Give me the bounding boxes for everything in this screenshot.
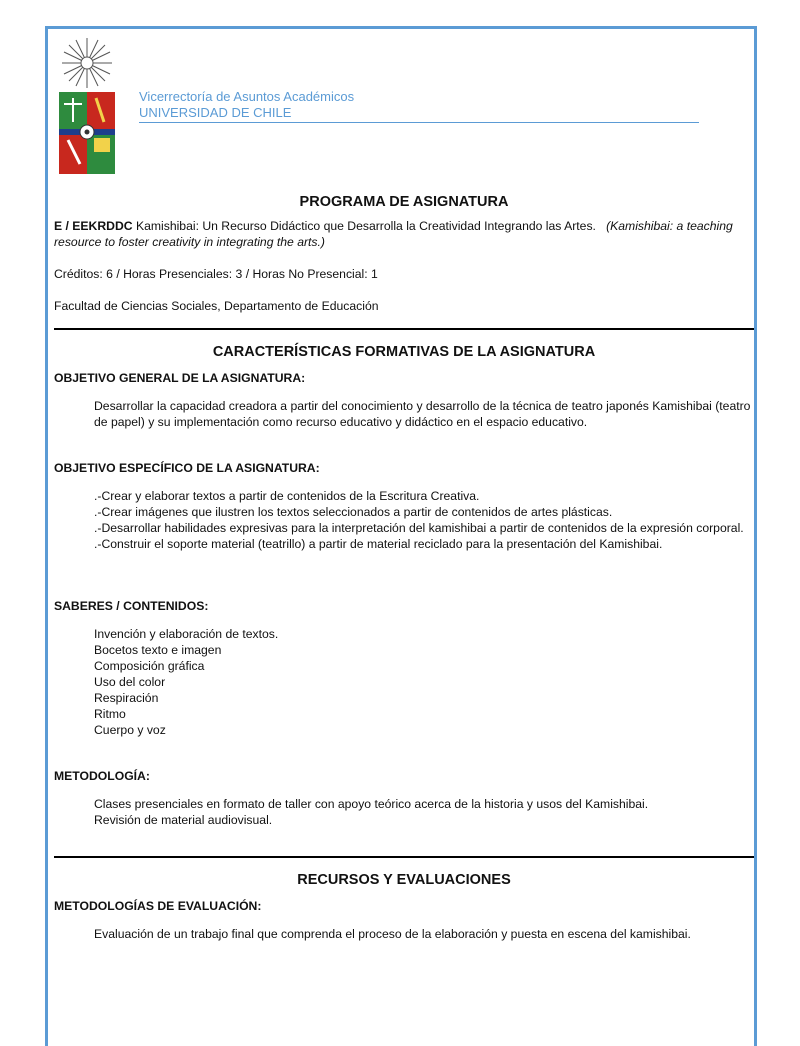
section-divider [54,856,754,858]
institution-department: Vicerrectoría de Asuntos Académicos [139,89,355,104]
program-faculty: Facultad de Ciencias Sociales, Departamento de Educación [54,299,379,313]
general-objective-heading: OBJETIVO GENERAL DE LA ASIGNATURA: [54,371,306,385]
list-item: Invención y elaboración de textos. [94,627,279,641]
program-name [54,218,754,250]
list-item: .-Construir el soporte material (teatrillo) a partir de material reciclado para la presentación del Kamishibai. [94,537,663,551]
methodology-heading: METODOLOGÍA: [54,769,150,783]
list-item: Composición gráfica [94,659,205,673]
list-item: Revisión de material audiovisual. [94,813,273,827]
program-name-es: Kamishibai: Un Recurso Didáctico que Desarrolla la Creatividad Integrando las Artes. [135,219,596,233]
list-item: .-Crear imágenes que ilustren los textos seleccionados a partir de contenidos de artes plásticas. [94,505,613,519]
list-item: Cuerpo y voz [94,723,166,737]
list-item: .-Crear y elaborar textos a partir de contenidos de la Escritura Creativa. [94,489,480,503]
list-item: Bocetos texto e imagen [94,643,222,657]
program-credits: Créditos: 6 / Horas Presenciales: 3 / Horas No Presencial: 1 [54,267,378,281]
list-item: .-Desarrollar habilidades expresivas para la interpretación del kamishibai a partir de contenidos de la expresión corporal. [94,521,744,535]
contents-list [94,626,754,738]
program-title: PROGRAMA DE ASIGNATURA [299,194,509,210]
general-objective-text: Desarrollar la capacidad creadora a partir del conocimiento y desarrollo de la técnica de teatro japonés Kamishibai (teatro de papel) y su implementación como recurso educativo y didáctico en el espacio educativo. [94,399,751,429]
list-item: Ritmo [94,707,126,721]
program-code: E / EEKRDDC [54,219,133,233]
contents-heading: SABERES / CONTENIDOS: [54,599,209,613]
list-item: Respiración [94,691,159,705]
evaluation-text: Evaluación de un trabajo final que comprenda el proceso de la elaboración y puesta en escena del kamishibai. [94,927,691,941]
list-item: Uso del color [94,675,166,689]
header [56,36,756,176]
evaluation-heading: METODOLOGÍAS DE EVALUACIÓN: [54,899,262,913]
resources-title: RECURSOS Y EVALUACIONES [297,872,511,888]
section-divider [54,328,754,330]
list-item: Clases presenciales en formato de taller con apoyo teórico acerca de la historia y usos del Kamishibai. [94,797,649,811]
specific-objective-heading: OBJETIVO ESPECÍFICO DE LA ASIGNATURA: [54,461,320,475]
document-body [54,190,754,942]
institution-block [139,89,699,123]
university-logo [56,36,118,176]
specific-objectives-list [94,488,754,552]
characteristics-title: CARACTERÍSTICAS FORMATIVAS DE LA ASIGNATURA [212,344,596,360]
institution-university: UNIVERSIDAD DE CHILE [139,105,699,123]
program-name-en: (Kamishibai: a teaching resource to foster creativity in integrating the arts.) [54,219,733,249]
methodology-list [94,796,754,828]
